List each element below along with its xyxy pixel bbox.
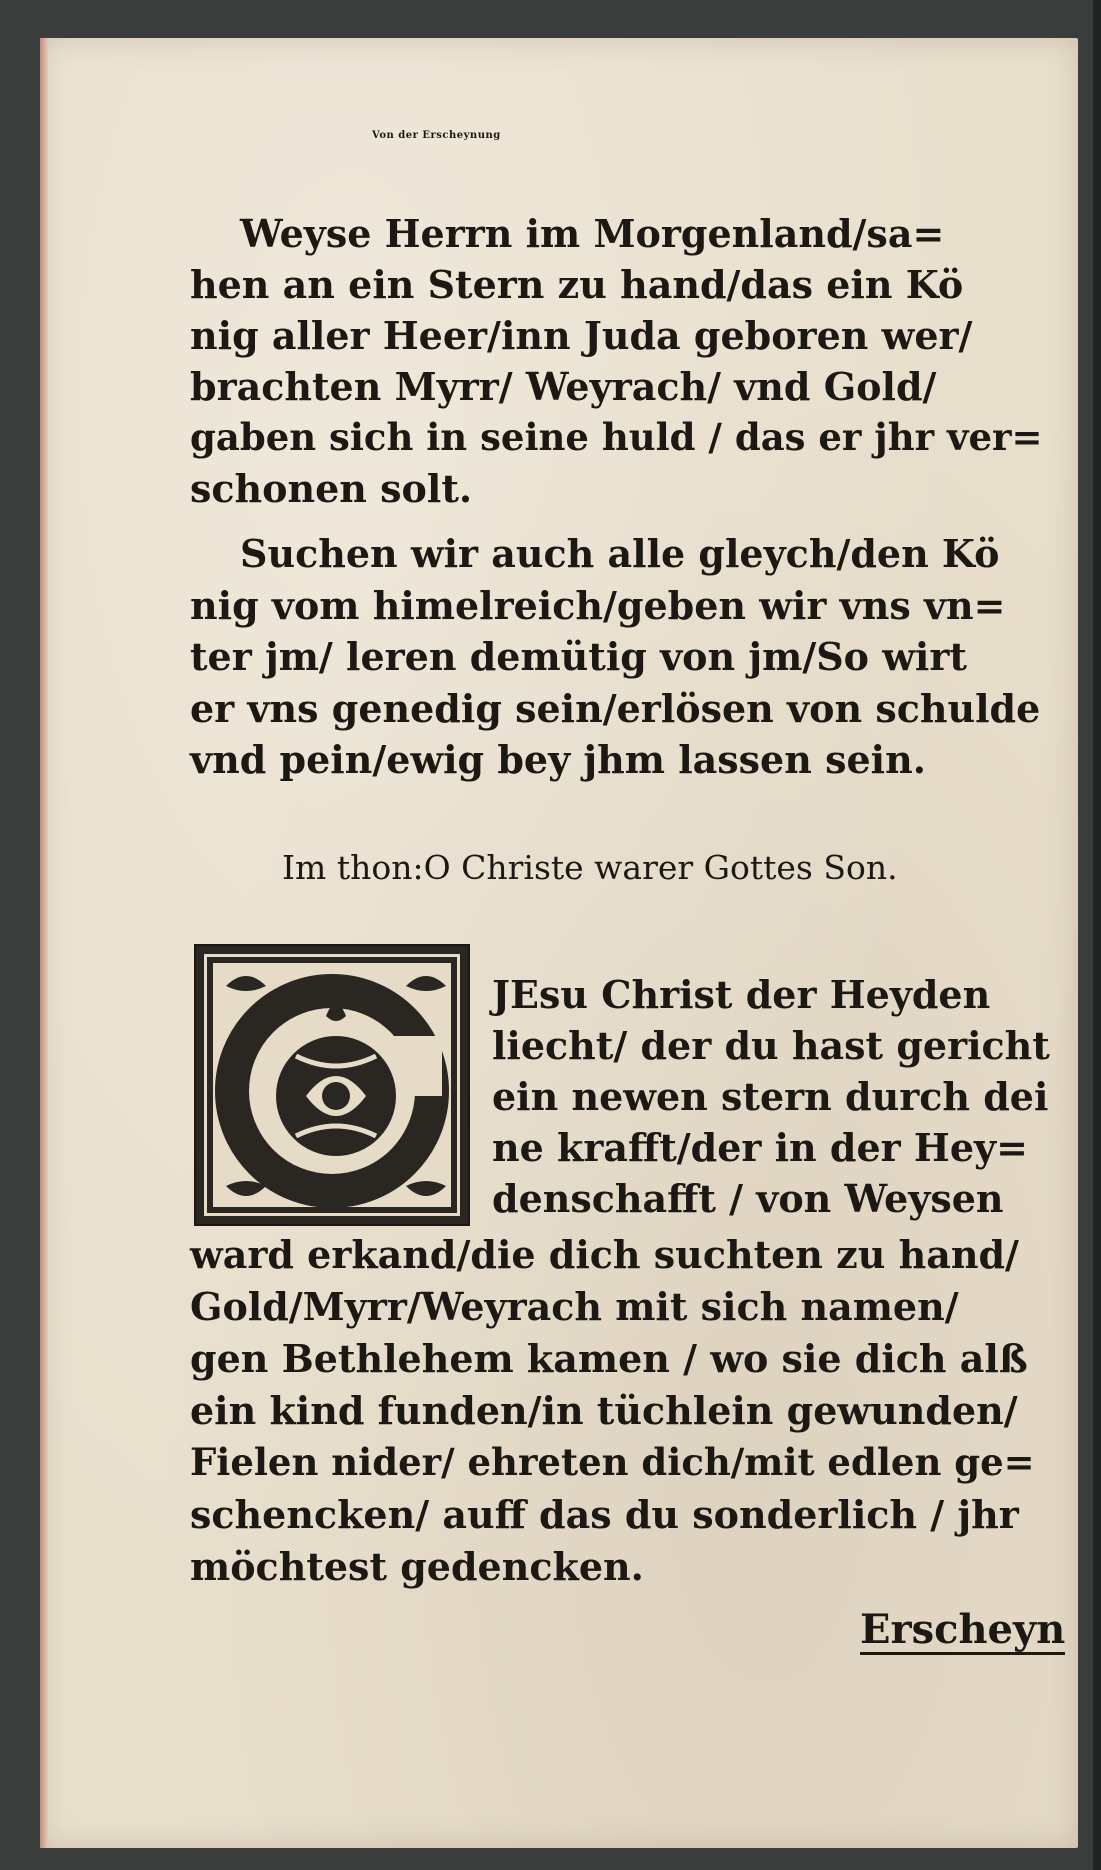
hymn-line-7: Gold/Myrr/Weyrach mit sich namen/ bbox=[190, 1284, 959, 1329]
stanza2-line-4: er vns genedig sein/erlösen von schulde bbox=[190, 686, 1041, 731]
stanza1-line-5: gaben sich in seine huld / das er jhr ver= bbox=[190, 415, 1043, 459]
page-heading: Von der Erscheynung bbox=[372, 130, 501, 141]
stanza1-line-6: schonen solt. bbox=[190, 466, 473, 511]
hymn-line-12: möchtest gedencken. bbox=[190, 1544, 644, 1589]
catchword: Erscheyn bbox=[860, 1606, 1066, 1653]
melody-line: Im thon:O Christe warer Gottes Son. bbox=[282, 848, 898, 887]
binding-edge bbox=[1093, 0, 1101, 1870]
hymn-line-6: ward erkand/die dich suchten zu hand/ bbox=[190, 1232, 1019, 1277]
stanza2-line-5: vnd pein/ewig bey jhm lassen sein. bbox=[190, 737, 926, 782]
page-red-edge bbox=[40, 38, 48, 1848]
hymn-line-9: ein kind funden/in tüchlein gewunden/ bbox=[190, 1388, 1018, 1433]
hymn-indented-line-3: ein newen stern durch dei bbox=[492, 1074, 1049, 1119]
stanza2-line-1: Suchen wir auch alle gleych/den Kö bbox=[240, 531, 1000, 576]
stanza1-line-2: hen an ein Stern zu hand/das ein Kö bbox=[190, 262, 964, 307]
hymn-indented-line-4: ne krafft/der in der Hey= bbox=[492, 1125, 1028, 1170]
stanza1-line-4: brachten Myrr/ Weyrach/ vnd Gold/ bbox=[190, 364, 937, 409]
stanza2-line-3: ter jm/ leren demütig von jm/So wirt bbox=[190, 634, 967, 679]
stanza1-line-1: Weyse Herrn im Morgenland/sa= bbox=[240, 211, 945, 256]
hymn-indented-line-1: JEsu Christ der Heyden bbox=[492, 972, 991, 1017]
hymn-line-11: schencken/ auff das du sonderlich / jhr bbox=[190, 1492, 1019, 1537]
hymn-line-8: gen Bethlehem kamen / wo sie dich alß bbox=[190, 1336, 1028, 1381]
stanza1-line-3: nig aller Heer/inn Juda geboren wer/ bbox=[190, 313, 973, 358]
hymn-indented-line-2: liecht/ der du hast gericht bbox=[492, 1023, 1050, 1068]
hymn-line-10: Fielen nider/ ehreten dich/mit edlen ge= bbox=[190, 1440, 1035, 1484]
hymn-indented-line-5: denschafft / von Weysen bbox=[492, 1176, 1004, 1221]
stanza2-line-2: nig vom himelreich/geben wir vns vn= bbox=[190, 583, 1006, 628]
woodcut-initial-letter-icon bbox=[194, 944, 470, 1226]
